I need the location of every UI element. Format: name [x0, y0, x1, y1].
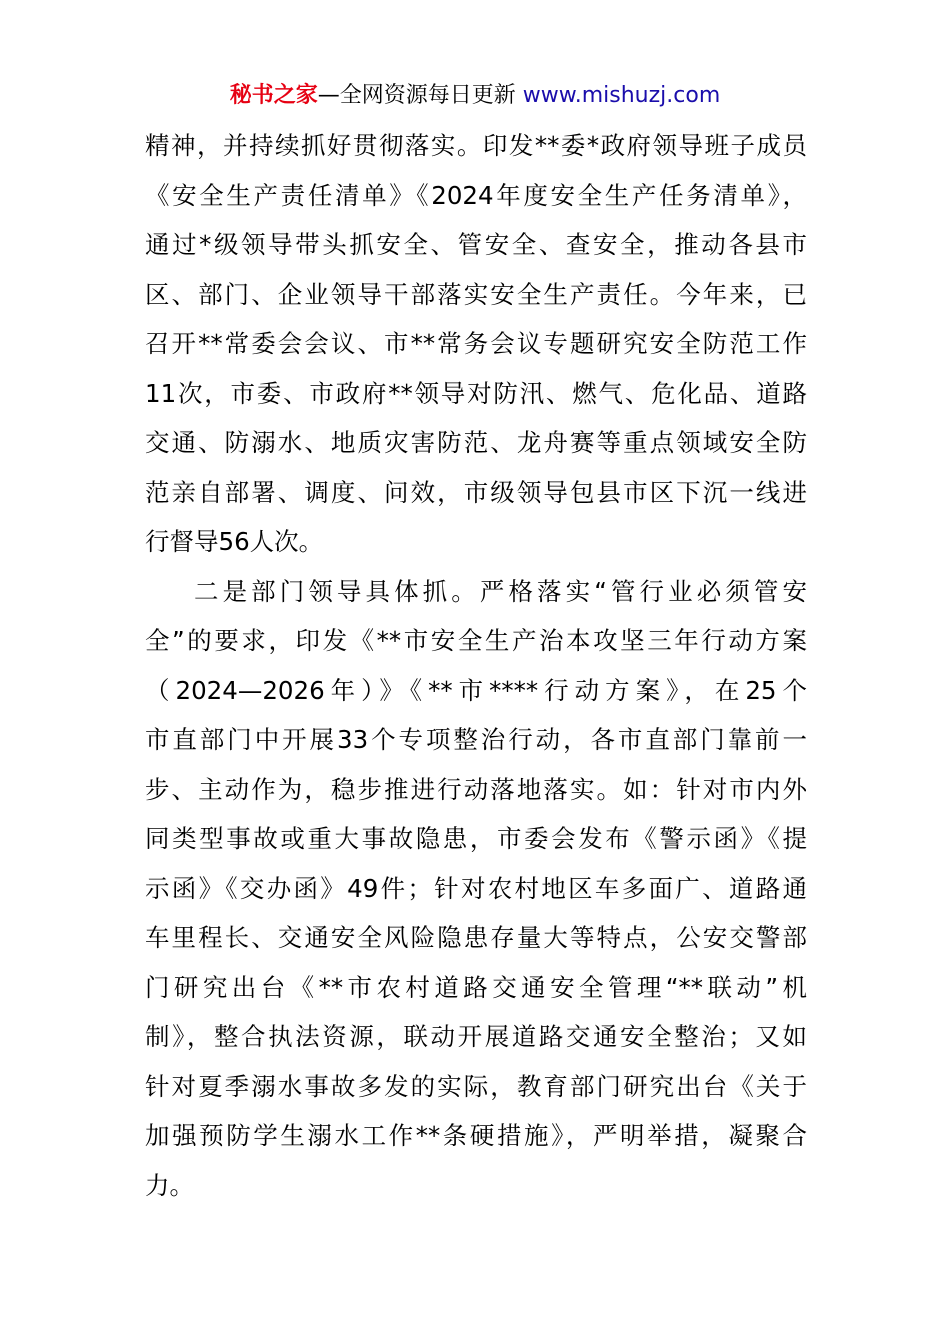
paragraph-1 — [145, 121, 807, 567]
text-line: 步、主动作为，稳步推进行动落地落实。如：针对市内外 — [145, 774, 807, 804]
text-line: （2024—2026年）》《**市****行动方案》，在25个 — [145, 675, 807, 705]
text-line: 车里程长、交通安全风险隐患存量大等特点，公安交警部 — [145, 923, 807, 952]
text-line: 针对夏季溺水事故多发的实际，教育部门研究出台《关于 — [145, 1071, 807, 1101]
text-line: 召开**常委会会议、市**常务会议专题研究安全防范工作 — [145, 329, 807, 358]
text-line: 行督导56人次。 — [145, 527, 324, 556]
text-line: 力。 — [145, 1170, 194, 1200]
site-tagline: —全网资源每日更新 — [317, 83, 523, 108]
text-line: 市直部门中开展33个专项整治行动，各市直部门靠前一 — [145, 725, 807, 754]
text-line: 《安全生产责任清单》《2024年度安全生产任务清单》， — [145, 180, 807, 210]
document-body — [145, 121, 807, 1210]
text-line: 同类型事故或重大事故隐患，市委会发布《警示函》《提 — [145, 824, 807, 853]
text-line: 全”的要求，印发《**市安全生产治本攻坚三年行动方案 — [145, 626, 807, 655]
text-line: 范亲自部署、调度、问效，市级领导包县市区下沉一线进 — [145, 477, 807, 507]
page-header — [0, 80, 950, 112]
text-line: 加强预防学生溺水工作**条硬措施》，严明举措，凝聚合 — [145, 1121, 807, 1150]
text-line: 示函》《交办函》49件；针对农村地区车多面广、道路通 — [145, 873, 807, 903]
site-url-link[interactable]: www.mishuzj.com — [522, 83, 721, 108]
text-line: 区、部门、企业领导干部落实安全生产责任。今年来，已 — [145, 279, 807, 309]
text-line: 制》，整合执法资源，联动开展道路交通安全整治；又如 — [145, 1022, 807, 1051]
text-line: 11次，市委、市政府**领导对防汛、燃气、危化品、道路 — [145, 378, 807, 408]
text-line: 通过*级领导带头抓安全、管安全、查安全，推动各县市 — [145, 230, 807, 259]
text-line: 门研究出台《**市农村道路交通安全管理“**联动”机 — [145, 972, 807, 1002]
paragraph-2 — [145, 567, 807, 1211]
text-line: 二是部门领导具体抓。严格落实“管行业必须管安 — [194, 576, 807, 606]
site-brand: 秘书之家 — [229, 83, 318, 108]
text-line: 精神，并持续抓好贯彻落实。印发**委*政府领导班子成员 — [145, 131, 807, 160]
text-line: 交通、防溺水、地质灾害防范、龙舟赛等重点领域安全防 — [145, 428, 807, 457]
